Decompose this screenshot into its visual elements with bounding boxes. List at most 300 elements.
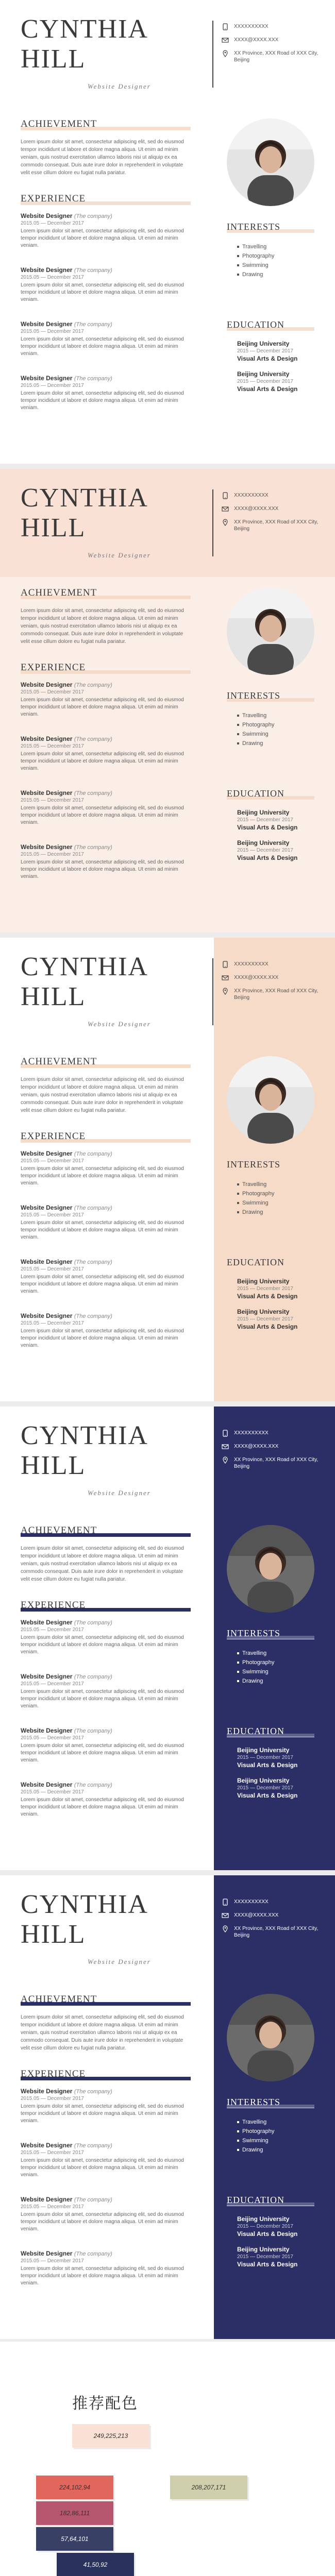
job-entry bbox=[21, 1673, 191, 1710]
header-divider bbox=[212, 958, 213, 1025]
job-title: Website Designer bbox=[21, 843, 73, 851]
job-desc: Lorem ipsum dolor sit amet, consectetur adipiscing elit, sed do eiusmod tempor incididunt ut labore et dolore magna aliqua. Ut enim ad minim veniam. bbox=[21, 1797, 184, 1817]
edu-years: 2015 — December 2017 bbox=[237, 1785, 293, 1791]
interest-item: Swimming bbox=[237, 730, 320, 739]
job-entry bbox=[21, 1150, 191, 1187]
job-company: (The company) bbox=[74, 2089, 112, 2095]
email-icon bbox=[222, 37, 229, 44]
resume-variant bbox=[0, 0, 335, 464]
job-title-line bbox=[21, 2142, 191, 2149]
address-text: XX Province, XXX Road of XXX City, Beijing bbox=[234, 988, 319, 1001]
job-title-line bbox=[21, 1619, 191, 1626]
experience-title: EXPERIENCE bbox=[21, 1600, 86, 1611]
job-entry bbox=[21, 1258, 191, 1295]
experience-title: EXPERIENCE bbox=[21, 2069, 86, 2079]
job-desc: Lorem ipsum dolor sit amet, consectetur adipiscing elit, sed do eiusmod tempor incididunt ut labore et dolore magna aliqua. Ut enim ad minim veniam. bbox=[21, 2266, 184, 2286]
education-heading bbox=[227, 788, 314, 799]
edu-major: Visual Arts & Design bbox=[237, 355, 298, 362]
job-date: 2015.05 — December 2017 bbox=[21, 1627, 84, 1633]
job-entry bbox=[21, 1204, 191, 1241]
education-heading bbox=[227, 319, 314, 330]
job-title-line bbox=[21, 212, 191, 219]
job-date: 2015.05 — December 2017 bbox=[21, 2150, 84, 2156]
education-entry bbox=[237, 1278, 320, 1300]
job-desc: Lorem ipsum dolor sit amet, consectetur adipiscing elit, sed do eiusmod tempor incididunt ut labore et dolore magna aliqua. Ut enim ad minim veniam. bbox=[21, 1743, 184, 1763]
role-title: Website Designer bbox=[88, 1958, 151, 1965]
job-title: Website Designer bbox=[21, 375, 73, 382]
education-title: EDUCATION bbox=[227, 319, 284, 330]
role-title: Website Designer bbox=[88, 82, 151, 90]
job-desc: Lorem ipsum dolor sit amet, consectetur adipiscing elit, sed do eiusmod tempor incididunt ut labore et dolore magna aliqua. Ut enim ad minim veniam. bbox=[21, 1689, 184, 1709]
achievement-heading bbox=[21, 1056, 191, 1065]
edu-years: 2015 — December 2017 bbox=[237, 379, 293, 384]
address-text: XX Province, XXX Road of XXX City, Beijing bbox=[234, 519, 319, 532]
job-title: Website Designer bbox=[21, 320, 73, 328]
profile-photo bbox=[227, 587, 314, 675]
education-heading bbox=[227, 1726, 314, 1736]
last-name: HILL bbox=[21, 513, 86, 543]
achievement-text: Lorem ipsum dolor sit amet, consectetur adipiscing elit, sed do eiusmod tempor incididunt ut labore et dolore magna aliqua. Ut enim ad minim veniam, quis nostrud exercitation ullamco laboris nisi ut aliquip ex ea commodo consequat. Duis aute irure dolor in reprehenderit in voluptate velit esse cillum dolore eu fugiat nulla pariatur. bbox=[21, 1077, 184, 1113]
education-list bbox=[237, 809, 320, 870]
color-swatch: 224,102,94 bbox=[36, 2476, 113, 2499]
edu-university: Beijing University bbox=[237, 1278, 290, 1285]
achievement-title: ACHIEVEMENT bbox=[21, 587, 97, 598]
job-date: 2015.05 — December 2017 bbox=[21, 689, 84, 695]
job-entry bbox=[21, 2088, 191, 2125]
job-company: (The company) bbox=[74, 321, 112, 328]
job-entry bbox=[21, 212, 191, 249]
contact-block bbox=[222, 23, 325, 70]
edu-major: Visual Arts & Design bbox=[237, 1323, 298, 1330]
interests-list bbox=[237, 711, 320, 748]
interests-heading bbox=[227, 690, 314, 701]
education-title: EDUCATION bbox=[227, 788, 284, 799]
contact-address bbox=[222, 519, 325, 532]
education-entry bbox=[237, 839, 320, 861]
education-entry bbox=[237, 1308, 320, 1330]
interest-item: Drawing bbox=[237, 1208, 320, 1217]
job-entry bbox=[21, 1781, 191, 1818]
interests-title: INTERESTS bbox=[227, 1628, 281, 1638]
job-title-line bbox=[21, 1204, 191, 1211]
job-title: Website Designer bbox=[21, 1727, 73, 1734]
job-date: 2015.05 — December 2017 bbox=[21, 1681, 84, 1687]
edu-major: Visual Arts & Design bbox=[237, 1293, 298, 1300]
job-date: 2015.05 — December 2017 bbox=[21, 221, 84, 226]
phone-text: XXXXXXXXXX bbox=[234, 493, 269, 498]
job-desc: Lorem ipsum dolor sit amet, consectetur adipiscing elit, sed do eiusmod tempor incididunt ut labore et dolore magna aliqua. Ut enim ad minim veniam. bbox=[21, 805, 184, 825]
phone-icon bbox=[222, 961, 229, 968]
interest-item: Photography bbox=[237, 251, 320, 261]
first-name: CYNTHIA bbox=[21, 952, 148, 981]
last-name: HILL bbox=[21, 982, 86, 1011]
job-company: (The company) bbox=[74, 1782, 112, 1788]
last-name: HILL bbox=[21, 1920, 86, 1949]
edu-university: Beijing University bbox=[237, 2215, 290, 2223]
job-entry bbox=[21, 1619, 191, 1656]
job-entry bbox=[21, 2250, 191, 2287]
education-entry bbox=[237, 340, 320, 362]
job-title: Website Designer bbox=[21, 1673, 73, 1680]
job-title: Website Designer bbox=[21, 2196, 73, 2203]
education-heading bbox=[227, 2195, 314, 2205]
job-date: 2015.05 — December 2017 bbox=[21, 1735, 84, 1741]
job-title-line bbox=[21, 2196, 191, 2203]
interests-list bbox=[237, 242, 320, 279]
interest-item: Travelling bbox=[237, 1649, 320, 1658]
contact-block bbox=[222, 1430, 325, 1476]
achievement-text: Lorem ipsum dolor sit amet, consectetur adipiscing elit, sed do eiusmod tempor incididunt ut labore et dolore magna aliqua. Ut enim ad minim veniam, quis nostrud exercitation ullamco laboris nisi ut aliquip ex ea commodo consequat. Duis aute irure dolor in reprehenderit in voluptate velit esse cillum dolore eu fugiat nulla pariatur. bbox=[21, 139, 184, 176]
profile-photo bbox=[227, 1525, 314, 1613]
interest-item: Swimming bbox=[237, 2136, 320, 2145]
interest-item: Travelling bbox=[237, 242, 320, 251]
phone-icon bbox=[222, 492, 229, 499]
address-text: XX Province, XXX Road of XXX City, Beijing bbox=[234, 1926, 319, 1938]
interest-item: Photography bbox=[237, 720, 320, 730]
contact-address bbox=[222, 1456, 325, 1470]
achievement-title: ACHIEVEMENT bbox=[21, 1994, 97, 2005]
resume-variant bbox=[0, 1406, 335, 1870]
profile-photo bbox=[227, 1056, 314, 1144]
edu-university: Beijing University bbox=[237, 839, 290, 846]
last-name: HILL bbox=[21, 1451, 86, 1480]
job-date: 2015.05 — December 2017 bbox=[21, 275, 84, 280]
job-entry bbox=[21, 1727, 191, 1764]
education-list bbox=[237, 1278, 320, 1338]
job-desc: Lorem ipsum dolor sit amet, consectetur adipiscing elit, sed do eiusmod tempor incididunt ut labore et dolore magna aliqua. Ut enim ad minim veniam. bbox=[21, 859, 184, 879]
interest-item: Photography bbox=[237, 1189, 320, 1198]
location-icon bbox=[222, 519, 229, 526]
edu-university: Beijing University bbox=[237, 1747, 290, 1754]
job-company: (The company) bbox=[74, 2251, 112, 2257]
job-entry bbox=[21, 1312, 191, 1349]
location-icon bbox=[222, 50, 229, 57]
achievement-heading bbox=[21, 587, 191, 597]
contact-email bbox=[222, 1912, 325, 1919]
job-company: (The company) bbox=[74, 790, 112, 796]
job-entry bbox=[21, 735, 191, 772]
email-text: XXXX@XXXX.XXX bbox=[234, 1444, 279, 1449]
job-entry bbox=[21, 681, 191, 718]
job-date: 2015.05 — December 2017 bbox=[21, 1266, 84, 1272]
job-title: Website Designer bbox=[21, 789, 73, 796]
location-icon bbox=[222, 1925, 229, 1933]
job-company: (The company) bbox=[74, 267, 112, 274]
education-entry bbox=[237, 1747, 320, 1769]
education-entry bbox=[237, 2215, 320, 2238]
interest-item: Swimming bbox=[237, 1198, 320, 1208]
address-text: XX Province, XXX Road of XXX City, Beijing bbox=[234, 1457, 319, 1469]
job-company: (The company) bbox=[74, 213, 112, 219]
edu-major: Visual Arts & Design bbox=[237, 2230, 298, 2238]
job-desc: Lorem ipsum dolor sit amet, consectetur adipiscing elit, sed do eiusmod tempor incididunt ut labore et dolore magna aliqua. Ut enim ad minim veniam. bbox=[21, 2104, 184, 2124]
phone-icon bbox=[222, 23, 229, 30]
edu-university: Beijing University bbox=[237, 340, 290, 347]
email-icon bbox=[222, 974, 229, 981]
interests-title: INTERESTS bbox=[227, 2097, 281, 2107]
color-swatch: 182,86,111 bbox=[36, 2501, 113, 2525]
job-date: 2015.05 — December 2017 bbox=[21, 1158, 84, 1164]
job-title-line bbox=[21, 2088, 191, 2095]
experience-heading bbox=[21, 2069, 191, 2078]
header-divider bbox=[212, 21, 213, 88]
education-entry bbox=[237, 370, 320, 393]
name-block bbox=[21, 952, 206, 1040]
contact-address bbox=[222, 50, 325, 63]
job-entry bbox=[21, 789, 191, 826]
experience-title: EXPERIENCE bbox=[21, 1131, 86, 1142]
job-title-line bbox=[21, 1150, 191, 1157]
interests-heading bbox=[227, 1628, 314, 1638]
job-title: Website Designer bbox=[21, 2088, 73, 2095]
contact-email bbox=[222, 505, 325, 513]
edu-years: 2015 — December 2017 bbox=[237, 2224, 293, 2229]
job-date: 2015.05 — December 2017 bbox=[21, 1789, 84, 1795]
job-company: (The company) bbox=[74, 736, 112, 742]
education-title: EDUCATION bbox=[227, 2195, 284, 2205]
job-desc: Lorem ipsum dolor sit amet, consectetur adipiscing elit, sed do eiusmod tempor incididunt ut labore et dolore magna aliqua. Ut enim ad minim veniam. bbox=[21, 391, 184, 411]
interest-item: Drawing bbox=[237, 270, 320, 279]
last-name: HILL bbox=[21, 44, 86, 74]
edu-years: 2015 — December 2017 bbox=[237, 2254, 293, 2260]
interests-title: INTERESTS bbox=[227, 1159, 281, 1170]
job-entry bbox=[21, 2142, 191, 2179]
job-desc: Lorem ipsum dolor sit amet, consectetur adipiscing elit, sed do eiusmod tempor incididunt ut labore et dolore magna aliqua. Ut enim ad minim veniam. bbox=[21, 697, 184, 717]
achievement-heading bbox=[21, 118, 191, 128]
contact-phone bbox=[222, 23, 325, 30]
email-text: XXXX@XXXX.XXX bbox=[234, 975, 279, 980]
experience-heading bbox=[21, 1600, 191, 1609]
education-heading bbox=[227, 1257, 314, 1267]
achievement-heading bbox=[21, 1994, 191, 2003]
achievement-text: Lorem ipsum dolor sit amet, consectetur adipiscing elit, sed do eiusmod tempor incididunt ut labore et dolore magna aliqua. Ut enim ad minim veniam, quis nostrud exercitation ullamco laboris nisi ut aliquip ex ea commodo consequat. Duis aute irure dolor in reprehenderit in voluptate velit esse cillum dolore eu fugiat nulla pariatur. bbox=[21, 608, 184, 645]
edu-years: 2015 — December 2017 bbox=[237, 1316, 293, 1322]
interest-item: Swimming bbox=[237, 1667, 320, 1676]
job-title-line bbox=[21, 1258, 191, 1265]
phone-text: XXXXXXXXXX bbox=[234, 24, 269, 29]
color-swatch: 249,225,213 bbox=[72, 2424, 149, 2448]
color-swatch: 208,207,171 bbox=[170, 2476, 247, 2499]
interests-list bbox=[237, 1180, 320, 1217]
job-company: (The company) bbox=[74, 1259, 112, 1265]
job-title-line bbox=[21, 1312, 191, 1319]
contact-email bbox=[222, 37, 325, 44]
profile-photo bbox=[227, 1994, 314, 2081]
edu-major: Visual Arts & Design bbox=[237, 1792, 298, 1799]
interests-list bbox=[237, 1649, 320, 1686]
job-company: (The company) bbox=[74, 682, 112, 688]
job-title-line bbox=[21, 266, 191, 274]
job-title-line bbox=[21, 843, 191, 851]
color-swatch: 41,50,92 bbox=[57, 2553, 134, 2576]
edu-years: 2015 — December 2017 bbox=[237, 848, 293, 853]
edu-major: Visual Arts & Design bbox=[237, 385, 298, 393]
job-title: Website Designer bbox=[21, 1204, 73, 1211]
education-entry bbox=[237, 2246, 320, 2268]
interests-heading bbox=[227, 1159, 314, 1170]
profile-photo bbox=[227, 118, 314, 206]
interest-item: Travelling bbox=[237, 2117, 320, 2127]
email-text: XXXX@XXXX.XXX bbox=[234, 37, 279, 43]
edu-university: Beijing University bbox=[237, 809, 290, 816]
job-entry bbox=[21, 266, 191, 303]
edu-major: Visual Arts & Design bbox=[237, 824, 298, 831]
phone-text: XXXXXXXXXX bbox=[234, 1430, 269, 1436]
job-date: 2015.05 — December 2017 bbox=[21, 2096, 84, 2102]
contact-block bbox=[222, 1899, 325, 1945]
job-company: (The company) bbox=[74, 1620, 112, 1626]
interest-item: Travelling bbox=[237, 711, 320, 720]
job-title: Website Designer bbox=[21, 266, 73, 274]
education-title: EDUCATION bbox=[227, 1726, 284, 1736]
contact-address bbox=[222, 988, 325, 1001]
job-title-line bbox=[21, 1673, 191, 1680]
email-text: XXXX@XXXX.XXX bbox=[234, 506, 279, 512]
job-date: 2015.05 — December 2017 bbox=[21, 2258, 84, 2264]
job-desc: Lorem ipsum dolor sit amet, consectetur adipiscing elit, sed do eiusmod tempor incididunt ut labore et dolore magna aliqua. Ut enim ad minim veniam. bbox=[21, 2158, 184, 2178]
experience-heading bbox=[21, 193, 191, 202]
experience-heading bbox=[21, 1131, 191, 1140]
job-desc: Lorem ipsum dolor sit amet, consectetur adipiscing elit, sed do eiusmod tempor incididunt ut labore et dolore magna aliqua. Ut enim ad minim veniam. bbox=[21, 2212, 184, 2232]
job-title-line bbox=[21, 375, 191, 382]
resume-variant bbox=[0, 1875, 335, 2339]
palette-title: 推荐配色 bbox=[72, 2395, 138, 2413]
experience-heading bbox=[21, 662, 191, 671]
edu-university: Beijing University bbox=[237, 370, 290, 378]
name-block bbox=[21, 14, 206, 102]
job-desc: Lorem ipsum dolor sit amet, consectetur adipiscing elit, sed do eiusmod tempor incididunt ut labore et dolore magna aliqua. Ut enim ad minim veniam. bbox=[21, 1328, 184, 1348]
contact-block bbox=[222, 961, 325, 1007]
header-divider bbox=[212, 1427, 213, 1494]
job-entry bbox=[21, 320, 191, 358]
job-date: 2015.05 — December 2017 bbox=[21, 798, 84, 803]
job-title: Website Designer bbox=[21, 1312, 73, 1319]
job-desc: Lorem ipsum dolor sit amet, consectetur adipiscing elit, sed do eiusmod tempor incididunt ut labore et dolore magna aliqua. Ut enim ad minim veniam. bbox=[21, 336, 184, 357]
interests-title: INTERESTS bbox=[227, 222, 281, 232]
job-desc: Lorem ipsum dolor sit amet, consectetur adipiscing elit, sed do eiusmod tempor incididunt ut labore et dolore magna aliqua. Ut enim ad minim veniam. bbox=[21, 282, 184, 302]
contact-phone bbox=[222, 492, 325, 499]
interest-item: Photography bbox=[237, 1658, 320, 1667]
color-swatch: 57,64,101 bbox=[36, 2527, 113, 2551]
job-entry bbox=[21, 843, 191, 880]
edu-years: 2015 — December 2017 bbox=[237, 348, 293, 354]
contact-email bbox=[222, 974, 325, 981]
edu-years: 2015 — December 2017 bbox=[237, 1755, 293, 1760]
header-divider bbox=[212, 1896, 213, 1963]
interest-item: Photography bbox=[237, 2127, 320, 2136]
job-date: 2015.05 — December 2017 bbox=[21, 743, 84, 749]
contact-block bbox=[222, 492, 325, 538]
job-title-line bbox=[21, 320, 191, 328]
address-text: XX Province, XXX Road of XXX City, Beijing bbox=[234, 50, 319, 63]
achievement-text: Lorem ipsum dolor sit amet, consectetur adipiscing elit, sed do eiusmod tempor incididunt ut labore et dolore magna aliqua. Ut enim ad minim veniam, quis nostrud exercitation ullamco laboris nisi ut aliquip ex ea commodo consequat. Duis aute irure dolor in reprehenderit in voluptate velit esse cillum dolore eu fugiat nulla pariatur. bbox=[21, 2014, 184, 2051]
job-desc: Lorem ipsum dolor sit amet, consectetur adipiscing elit, sed do eiusmod tempor incididunt ut labore et dolore magna aliqua. Ut enim ad minim veniam. bbox=[21, 1274, 184, 1294]
job-date: 2015.05 — December 2017 bbox=[21, 2204, 84, 2210]
job-desc: Lorem ipsum dolor sit amet, consectetur adipiscing elit, sed do eiusmod tempor incididunt ut labore et dolore magna aliqua. Ut enim ad minim veniam. bbox=[21, 228, 184, 248]
job-title: Website Designer bbox=[21, 1619, 73, 1626]
interest-item: Drawing bbox=[237, 739, 320, 748]
job-title-line bbox=[21, 681, 191, 688]
name-block bbox=[21, 1890, 206, 1977]
education-entry bbox=[237, 1777, 320, 1799]
experience-title: EXPERIENCE bbox=[21, 193, 86, 204]
job-title-line bbox=[21, 1727, 191, 1734]
header-divider bbox=[212, 489, 213, 556]
first-name: CYNTHIA bbox=[21, 1421, 148, 1450]
job-company: (The company) bbox=[74, 1205, 112, 1211]
achievement-title: ACHIEVEMENT bbox=[21, 1056, 97, 1067]
achievement-heading bbox=[21, 1525, 191, 1534]
job-company: (The company) bbox=[74, 1313, 112, 1319]
edu-years: 2015 — December 2017 bbox=[237, 817, 293, 823]
interest-item: Drawing bbox=[237, 1676, 320, 1686]
email-icon bbox=[222, 1912, 229, 1919]
contact-phone bbox=[222, 1899, 325, 1906]
role-title: Website Designer bbox=[88, 1489, 151, 1497]
first-name: CYNTHIA bbox=[21, 14, 148, 44]
name-block bbox=[21, 1421, 206, 1509]
location-icon bbox=[222, 988, 229, 995]
edu-university: Beijing University bbox=[237, 1308, 290, 1315]
job-company: (The company) bbox=[74, 1728, 112, 1734]
contact-address bbox=[222, 1925, 325, 1939]
job-title-line bbox=[21, 2250, 191, 2257]
job-company: (The company) bbox=[74, 1674, 112, 1680]
color-palette-panel bbox=[0, 2342, 335, 2576]
job-title: Website Designer bbox=[21, 1150, 73, 1157]
phone-icon bbox=[222, 1430, 229, 1437]
email-icon bbox=[222, 505, 229, 513]
email-text: XXXX@XXXX.XXX bbox=[234, 1912, 279, 1918]
phone-text: XXXXXXXXXX bbox=[234, 1899, 269, 1905]
job-company: (The company) bbox=[74, 2143, 112, 2149]
education-list bbox=[237, 340, 320, 401]
interest-item: Travelling bbox=[237, 1180, 320, 1189]
resume-variant bbox=[0, 469, 335, 933]
interest-item: Drawing bbox=[237, 2145, 320, 2155]
achievement-text: Lorem ipsum dolor sit amet, consectetur adipiscing elit, sed do eiusmod tempor incididunt ut labore et dolore magna aliqua. Ut enim ad minim veniam, quis nostrud exercitation ullamco laboris nisi ut aliquip ex ea commodo consequat. Duis aute irure dolor in reprehenderit in voluptate velit esse cillum dolore eu fugiat nulla pariatur. bbox=[21, 1546, 184, 1582]
location-icon bbox=[222, 1456, 229, 1464]
job-date: 2015.05 — December 2017 bbox=[21, 1212, 84, 1218]
edu-major: Visual Arts & Design bbox=[237, 1761, 298, 1769]
interests-heading bbox=[227, 2097, 314, 2107]
contact-phone bbox=[222, 961, 325, 968]
job-desc: Lorem ipsum dolor sit amet, consectetur adipiscing elit, sed do eiusmod tempor incididunt ut labore et dolore magna aliqua. Ut enim ad minim veniam. bbox=[21, 1220, 184, 1240]
interest-item: Swimming bbox=[237, 261, 320, 270]
education-list bbox=[237, 2215, 320, 2276]
education-list bbox=[237, 1747, 320, 1807]
job-date: 2015.05 — December 2017 bbox=[21, 1320, 84, 1326]
first-name: CYNTHIA bbox=[21, 1890, 148, 1919]
phone-text: XXXXXXXXXX bbox=[234, 961, 269, 967]
job-desc: Lorem ipsum dolor sit amet, consectetur adipiscing elit, sed do eiusmod tempor incididunt ut labore et dolore magna aliqua. Ut enim ad minim veniam. bbox=[21, 1635, 184, 1655]
email-icon bbox=[222, 1443, 229, 1450]
job-entry bbox=[21, 2196, 191, 2233]
job-title-line bbox=[21, 735, 191, 742]
job-date: 2015.05 — December 2017 bbox=[21, 852, 84, 857]
contact-phone bbox=[222, 1430, 325, 1437]
achievement-title: ACHIEVEMENT bbox=[21, 1525, 97, 1536]
name-block bbox=[21, 483, 206, 571]
job-title: Website Designer bbox=[21, 681, 73, 688]
edu-university: Beijing University bbox=[237, 2246, 290, 2253]
job-title-line bbox=[21, 789, 191, 796]
interests-list bbox=[237, 2117, 320, 2155]
job-date: 2015.05 — December 2017 bbox=[21, 383, 84, 388]
phone-icon bbox=[222, 1899, 229, 1906]
edu-major: Visual Arts & Design bbox=[237, 2261, 298, 2268]
interests-title: INTERESTS bbox=[227, 690, 281, 701]
